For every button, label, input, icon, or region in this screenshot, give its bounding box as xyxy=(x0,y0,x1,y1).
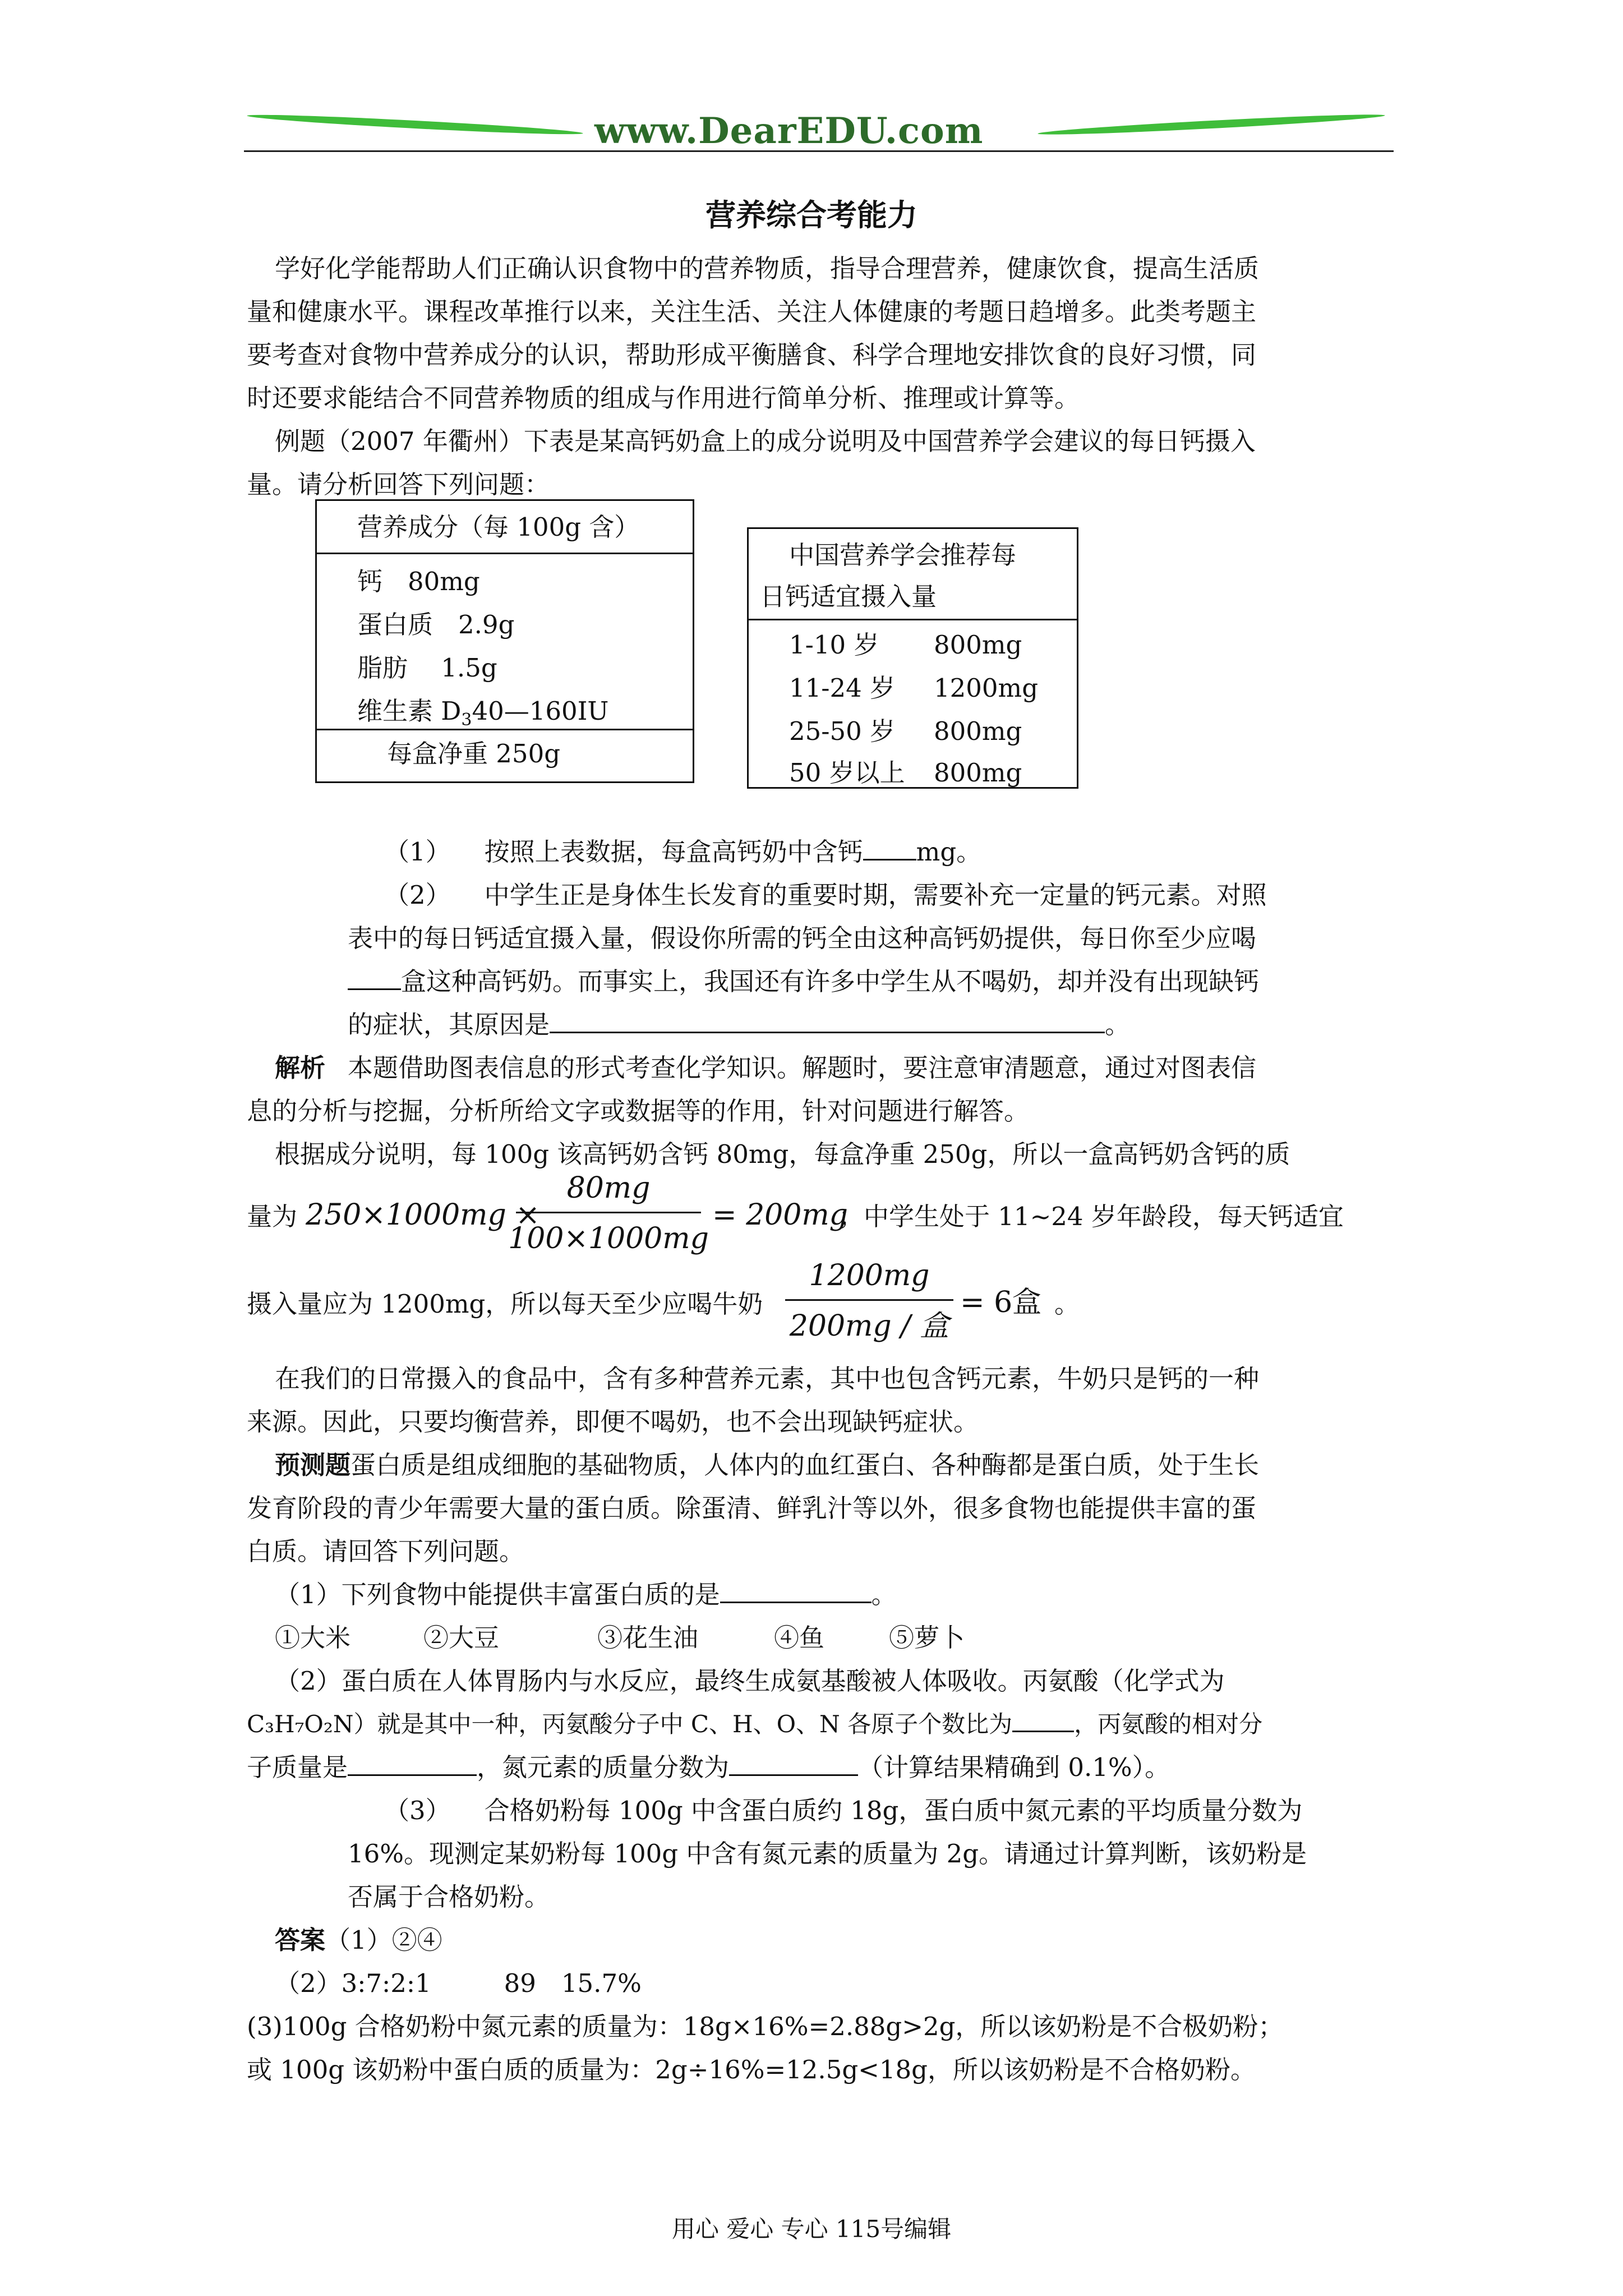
intake-header-1: 中国营养学会推荐每 xyxy=(789,540,1017,570)
intake-header-2: 日钙适宜摄入量 xyxy=(760,582,937,611)
q2-text: 的症状，其原因是 xyxy=(348,1010,550,1039)
q2-number: （2） xyxy=(384,880,451,910)
answer-blank[interactable] xyxy=(348,1750,477,1776)
analysis-label: 解析 xyxy=(275,1053,326,1083)
intro-line-2: 量和健康水平。课程改革推行以来，关注生活、关注人体健康的考题日趋增多。此类考题主 xyxy=(247,297,1257,326)
table-divider xyxy=(317,729,693,730)
intro-line-4: 时还要求能结合不同营养物质的组成与作用进行简单分析、推理或计算等。 xyxy=(247,383,1080,413)
nutrition-row: 蛋白质 2.9g xyxy=(357,610,515,639)
prediction-line-3: 白质。请回答下列问题。 xyxy=(247,1536,525,1566)
page-footer: 用心 爱心 专心 115号编辑 xyxy=(671,2215,952,2243)
analysis-line-5-suffix: 。 xyxy=(1054,1289,1080,1319)
q1-number: （1） xyxy=(384,837,451,867)
analysis-line-3: 根据成分说明，每 100g 该高钙奶含钙 80mg，每盒净重 250g，所以一盒高钙奶含钙的质 xyxy=(275,1139,1290,1169)
question-1 xyxy=(384,830,981,873)
analysis-line-1 xyxy=(275,1046,1256,1089)
analysis-line-2: 息的分析与挖掘，分析所给文字或数据等的作用，针对问题进行解答。 xyxy=(247,1096,1030,1126)
option: ①大米 xyxy=(275,1623,351,1653)
fraction-bar xyxy=(785,1299,953,1301)
vitamin-subscript: 3 xyxy=(461,710,472,730)
analysis-text: 本题借助图表信息的形式考查化学知识。解题时，要注意审清题意，通过对图表信 xyxy=(348,1053,1257,1083)
prediction-q2-line-3 xyxy=(247,1746,1170,1789)
equation-1-left: 250×1000mg × xyxy=(306,1198,540,1232)
q1-unit: mg。 xyxy=(916,837,982,867)
site-logo[interactable]: www.DearEDU.com xyxy=(594,110,984,152)
prediction-q1 xyxy=(275,1573,897,1616)
example-line-1: 例题（2007 年衢州）下表是某高钙奶盒上的成分说明及中国营养学会建议的每日钙摄入 xyxy=(275,426,1256,456)
nutrition-table xyxy=(315,499,694,783)
page-title: 营养综合考能力 xyxy=(706,197,917,233)
prediction-q3-line-3: 否属于合格奶粉。 xyxy=(348,1882,550,1912)
analysis-line-5-prefix: 摄入量应为 1200mg，所以每天至少应喝牛奶 xyxy=(247,1289,763,1319)
p2-text: ，氮元素的质量分数为 xyxy=(477,1752,730,1782)
q2-text: 盒这种高钙奶。而事实上，我国还有许多中学生从不喝奶，却并没有出现缺钙 xyxy=(401,967,1260,996)
equation-1-denominator: 100×1000mg xyxy=(508,1222,709,1255)
intake-amount: 1200mg xyxy=(934,673,1038,703)
question-2-line-3 xyxy=(348,960,1259,1003)
calcium-intake-table xyxy=(747,527,1078,789)
intake-age: 1-10 岁 xyxy=(789,630,879,660)
intake-age: 50 岁以上 xyxy=(789,758,905,788)
p1-end: 。 xyxy=(871,1580,897,1609)
prediction-label: 预测题 xyxy=(275,1450,351,1480)
answer-label: 答案 xyxy=(275,1925,326,1955)
intake-age: 25-50 岁 xyxy=(789,716,896,746)
option: ④鱼 xyxy=(774,1623,825,1653)
answer-blank[interactable] xyxy=(863,834,916,861)
nutrition-header: 营养成分（每 100g 含） xyxy=(357,512,640,542)
p2-text: ）就是其中一种，丙氨酸分子中 C、H、O、N 各原子个数比为 xyxy=(353,1710,1013,1738)
question-2-line-2: 表中的每日钙适宜摄入量，假设你所需的钙全由这种高钙奶提供，每日你至少应喝 xyxy=(348,923,1257,953)
p2-text: （计算结果精确到 0.1%）。 xyxy=(858,1752,1170,1782)
equation-2-right: = 6盒 xyxy=(960,1286,1042,1319)
example-line-2: 量。请分析回答下列问题： xyxy=(247,470,550,499)
answer-blank[interactable] xyxy=(729,1750,858,1776)
q1-text: 按照上表数据，每盒高钙奶中含钙 xyxy=(484,837,863,867)
prediction-q3-line-2: 16%。现测定某奶粉每 100g 中含有氮元素的质量为 2g。请通过计算判断，该奶粉是 xyxy=(348,1839,1307,1869)
intro-line-1: 学好化学能帮助人们正确认识食物中的营养物质，指导合理营养，健康饮食，提高生活质 xyxy=(275,254,1260,283)
option: ⑤萝卜 xyxy=(889,1623,965,1653)
equation-2-denominator: 200mg / 盒 xyxy=(789,1309,949,1343)
prediction-q2-line-2 xyxy=(247,1703,1262,1746)
logo-wing-left xyxy=(247,112,583,137)
p2-text: ，丙氨酸的相对分 xyxy=(1074,1710,1263,1738)
answer-1: （1）②④ xyxy=(325,1925,442,1955)
answer-line-3: (3)100g 合格奶粉中氮元素的质量为：18g×16%=2.88g>2g，所以该奶粉是不合极奶粉； xyxy=(247,2012,1284,2041)
answer-2-mass: 89 xyxy=(504,1968,536,1998)
intake-amount: 800mg xyxy=(934,630,1022,660)
answer-2-percent: 15.7% xyxy=(561,1968,642,1998)
fraction-bar xyxy=(516,1212,701,1213)
answer-blank[interactable] xyxy=(1012,1706,1074,1732)
answer-2-ratio: （2）3:7:2:1 xyxy=(275,1968,431,1998)
analysis-line-7: 来源。因此，只要均衡营养，即便不喝奶，也不会出现缺钙症状。 xyxy=(247,1407,979,1437)
p3-number: （3） xyxy=(384,1796,451,1825)
intake-amount: 800mg xyxy=(934,716,1022,746)
prediction-text: 蛋白质是组成细胞的基础物质，人体内的血红蛋白、各种酶都是蛋白质，处于生长 xyxy=(351,1450,1260,1480)
p3-text: 合格奶粉每 100g 中含蛋白质约 18g，蛋白质中氮元素的平均质量分数为 xyxy=(484,1796,1303,1825)
p1-text: （1）下列食物中能提供丰富蛋白质的是 xyxy=(275,1580,720,1609)
prediction-q3-line-1 xyxy=(384,1789,1302,1832)
analysis-line-4-prefix: 量为 xyxy=(247,1202,298,1231)
question-2-line-4 xyxy=(348,1003,1130,1046)
vitamin-prefix: 维生素 D xyxy=(357,696,462,726)
analysis-line-4-suffix: ；中学生处于 11~24 岁年龄段，每天钙适宜 xyxy=(838,1202,1344,1231)
answer-blank[interactable] xyxy=(348,964,401,990)
nutrition-row: 钙 80mg xyxy=(357,567,480,596)
intake-age: 11-24 岁 xyxy=(789,673,896,703)
logo-wing-right xyxy=(1038,112,1385,137)
q2-end: 。 xyxy=(1105,1010,1131,1039)
analysis-line-6: 在我们的日常摄入的食品中，含有多种营养元素，其中也包含钙元素，牛奶只是钙的一种 xyxy=(275,1364,1260,1393)
prediction-line-2: 发育阶段的青少年需要大量的蛋白质。除蛋清、鲜乳汁等以外，很多食物也能提供丰富的蛋 xyxy=(247,1493,1257,1523)
nutrition-row: 脂肪 1.5g xyxy=(357,653,497,683)
table-divider xyxy=(317,553,693,554)
option: ③花生油 xyxy=(597,1623,699,1653)
net-weight: 每盒净重 250g xyxy=(387,739,561,769)
alanine-formula: C₃H₇O₂N xyxy=(247,1710,354,1738)
answer-line-2 xyxy=(275,1962,642,2005)
p2-text: 子质量是 xyxy=(247,1752,348,1782)
question-2-line-1 xyxy=(384,873,1267,917)
answer-line-1 xyxy=(275,1918,442,1962)
equation-2-numerator: 1200mg xyxy=(809,1259,930,1292)
option: ②大豆 xyxy=(423,1623,500,1653)
prediction-q2-line-1: （2）蛋白质在人体胃肠内与水反应，最终生成氨基酸被人体吸收。丙氨酸（化学式为 xyxy=(275,1666,1225,1696)
equation-1-numerator: 80mg xyxy=(566,1171,651,1205)
answer-blank[interactable] xyxy=(720,1577,872,1603)
prediction-line-1 xyxy=(275,1443,1259,1487)
header-divider xyxy=(244,150,1394,152)
equation-1-right: = 200mg xyxy=(712,1198,848,1232)
answer-line-4: 或 100g 该奶粉中蛋白质的质量为：2g÷16%=12.5g<18g，所以该奶粉是不合格奶粉。 xyxy=(247,2055,1256,2085)
intake-amount: 800mg xyxy=(934,758,1022,788)
intro-line-3: 要考查对食物中营养成分的认识，帮助形成平衡膳食、科学合理地安排饮食的良好习惯，同 xyxy=(247,340,1257,370)
answer-blank[interactable] xyxy=(550,1007,1105,1033)
table-divider xyxy=(749,619,1077,620)
vitamin-suffix: 40—160IU xyxy=(472,696,609,726)
q2-text: 中学生正是身体生长发育的重要时期，需要补充一定量的钙元素。对照 xyxy=(484,880,1267,910)
